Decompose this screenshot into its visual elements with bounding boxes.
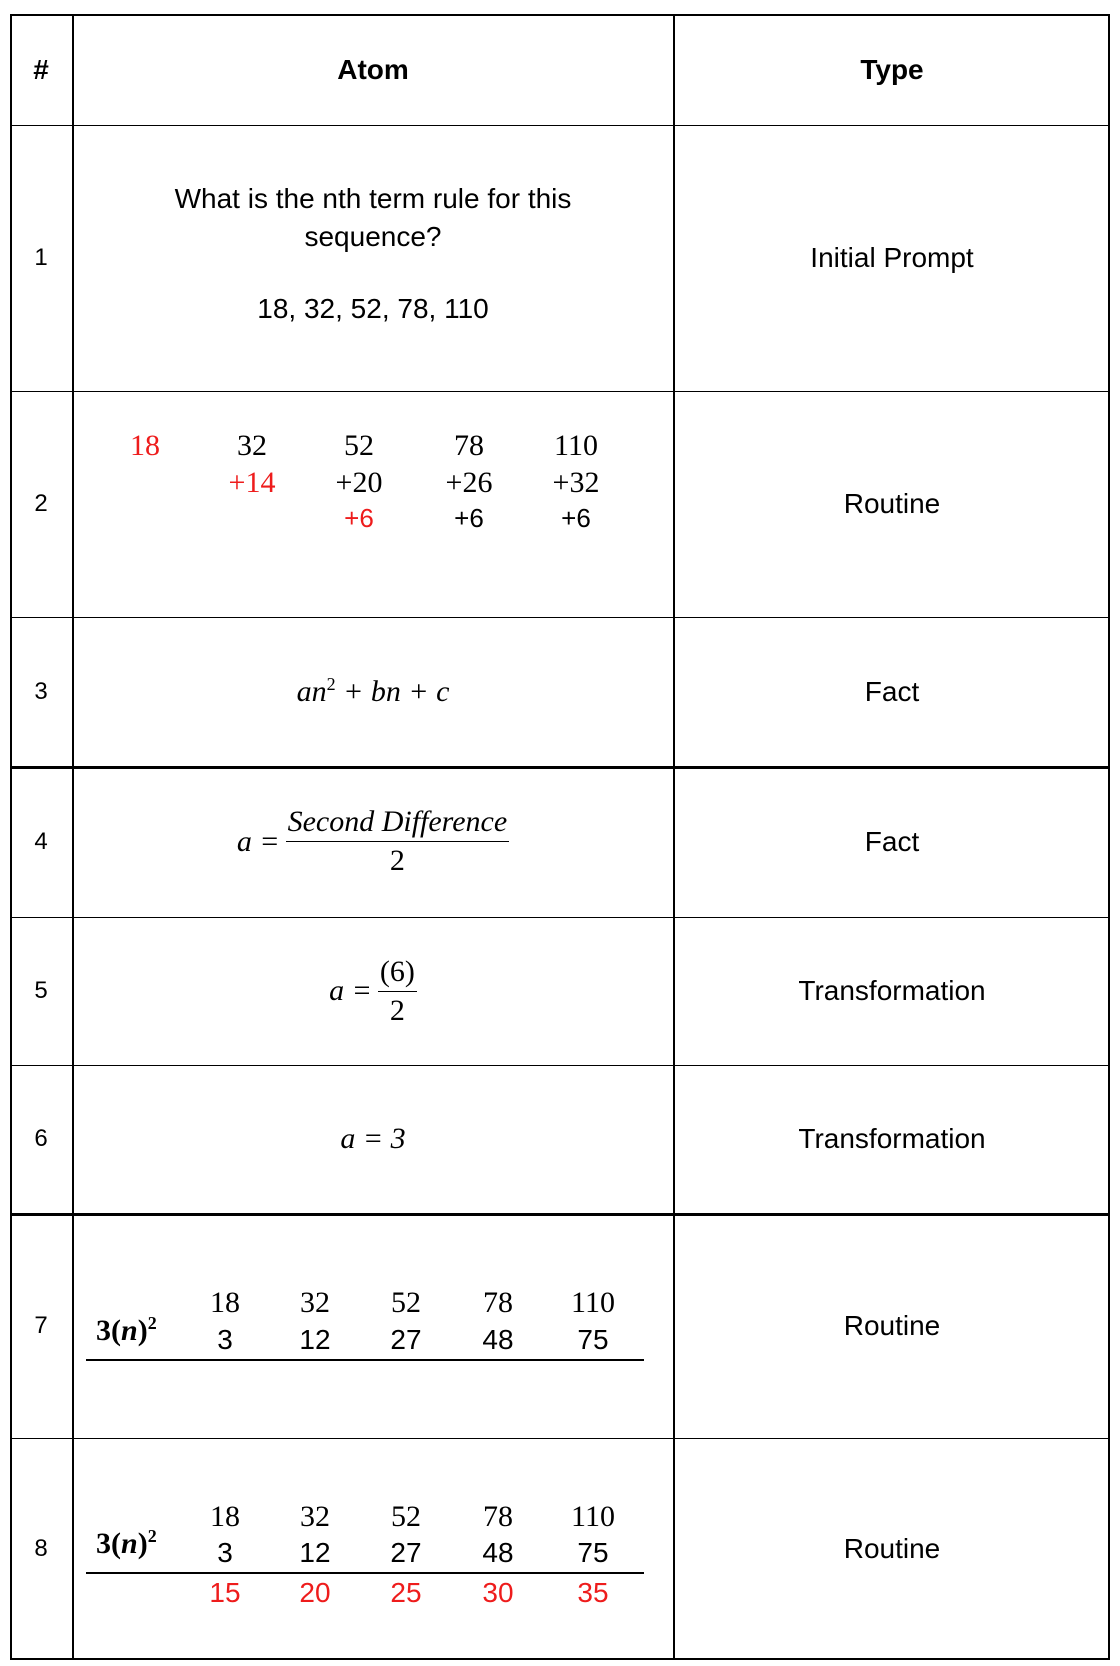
row-number: 3 bbox=[34, 677, 48, 705]
fraction-numerator: Second Difference bbox=[286, 805, 510, 842]
row-number: 7 bbox=[34, 1311, 48, 1339]
header-type: Type bbox=[860, 53, 924, 85]
type-cell: Routine bbox=[843, 1309, 941, 1341]
type-cell: Routine bbox=[843, 1533, 941, 1564]
term: 18 bbox=[210, 1286, 240, 1319]
type-cell: Fact bbox=[864, 675, 920, 707]
square-label: $3(n)^2$ bbox=[96, 1313, 157, 1347]
equation-lhs: a = bbox=[236, 824, 280, 858]
square-value: 48 bbox=[482, 1537, 514, 1568]
atom-cell bbox=[72, 1065, 674, 1213]
atom-cell bbox=[72, 1438, 674, 1660]
table-row bbox=[10, 125, 1110, 391]
table-row bbox=[10, 917, 1110, 1065]
term: 52 bbox=[391, 1286, 421, 1319]
second-difference: +6 bbox=[344, 503, 374, 533]
table-row bbox=[10, 1065, 1110, 1213]
type-cell: Routine bbox=[843, 488, 941, 519]
subtraction-line bbox=[86, 1572, 644, 1574]
second-difference: +6 bbox=[454, 503, 484, 533]
equation: a = 3 bbox=[340, 1122, 406, 1155]
atom-cell bbox=[72, 391, 674, 617]
remainder-value: 35 bbox=[577, 1577, 609, 1608]
term: 32 bbox=[237, 429, 267, 462]
square-value: 3 bbox=[217, 1324, 233, 1355]
header-atom: Atom bbox=[337, 53, 409, 85]
term: 52 bbox=[344, 429, 374, 462]
term: 78 bbox=[454, 429, 484, 462]
table-row bbox=[10, 766, 1110, 917]
term: 110 bbox=[554, 429, 598, 462]
row-number: 1 bbox=[34, 244, 48, 271]
row-number: 8 bbox=[34, 1535, 48, 1562]
term: 52 bbox=[391, 1500, 421, 1533]
term: 18 bbox=[130, 429, 160, 462]
square-value: 12 bbox=[299, 1324, 331, 1355]
first-difference: +26 bbox=[445, 466, 493, 499]
table-row bbox=[10, 1213, 1110, 1438]
question-line-2: sequence? bbox=[304, 221, 442, 252]
remainder-value: 15 bbox=[209, 1577, 241, 1608]
term: 32 bbox=[300, 1500, 330, 1533]
square-value: 75 bbox=[577, 1324, 609, 1355]
term: 78 bbox=[483, 1500, 513, 1533]
fraction-numerator: (6) bbox=[378, 955, 417, 992]
type-cell: Transformation bbox=[798, 1123, 986, 1154]
term: 32 bbox=[300, 1286, 330, 1319]
row-number: 6 bbox=[34, 1125, 48, 1152]
fraction bbox=[286, 805, 510, 878]
first-difference: +14 bbox=[228, 466, 276, 499]
equation-lhs: a = bbox=[329, 974, 372, 1007]
square-value: 27 bbox=[390, 1324, 422, 1355]
term: 78 bbox=[483, 1286, 513, 1319]
row-number: 5 bbox=[34, 977, 48, 1004]
type-cell: Transformation bbox=[798, 975, 986, 1006]
square-value: 27 bbox=[390, 1537, 422, 1568]
subtraction-line bbox=[86, 1359, 644, 1361]
row-number: 4 bbox=[34, 827, 48, 855]
remainder-value: 25 bbox=[390, 1577, 422, 1608]
remainder-value: 30 bbox=[482, 1577, 514, 1608]
atom-cell bbox=[72, 617, 674, 766]
table-row bbox=[10, 617, 1110, 766]
fraction-denominator: 2 bbox=[389, 993, 405, 1027]
first-difference: +32 bbox=[552, 466, 600, 499]
atom-cell bbox=[72, 1213, 674, 1438]
term: 110 bbox=[571, 1286, 615, 1319]
term: 18 bbox=[210, 1500, 240, 1533]
remainder-value: 20 bbox=[299, 1577, 331, 1608]
square-value: 12 bbox=[299, 1537, 331, 1568]
header-num: # bbox=[33, 53, 49, 85]
square-label: $3(n)^2$ bbox=[96, 1526, 157, 1560]
table-header bbox=[10, 14, 1110, 125]
square-value: 3 bbox=[217, 1537, 233, 1568]
term: 110 bbox=[571, 1500, 615, 1533]
square-value: 75 bbox=[577, 1537, 609, 1568]
first-difference: +20 bbox=[335, 466, 383, 499]
table-row bbox=[10, 1438, 1110, 1660]
type-cell: Fact bbox=[864, 825, 920, 857]
row-number: 2 bbox=[34, 490, 48, 517]
fraction bbox=[378, 955, 417, 1028]
atom-cell bbox=[72, 125, 674, 391]
atom-table bbox=[10, 14, 1110, 1660]
table-row bbox=[10, 391, 1110, 617]
question-line-1: What is the nth term rule for this bbox=[174, 183, 572, 214]
quadratic-expression: $an^2$ + bn + c bbox=[296, 674, 450, 708]
square-value: 48 bbox=[482, 1324, 514, 1355]
second-difference: +6 bbox=[561, 503, 591, 533]
atom-cell bbox=[72, 917, 674, 1065]
type-cell: Initial Prompt bbox=[810, 242, 974, 273]
fraction-denominator: 2 bbox=[389, 844, 405, 877]
sequence-text: 18, 32, 52, 78, 110 bbox=[257, 293, 489, 324]
atom-cell bbox=[72, 766, 674, 917]
